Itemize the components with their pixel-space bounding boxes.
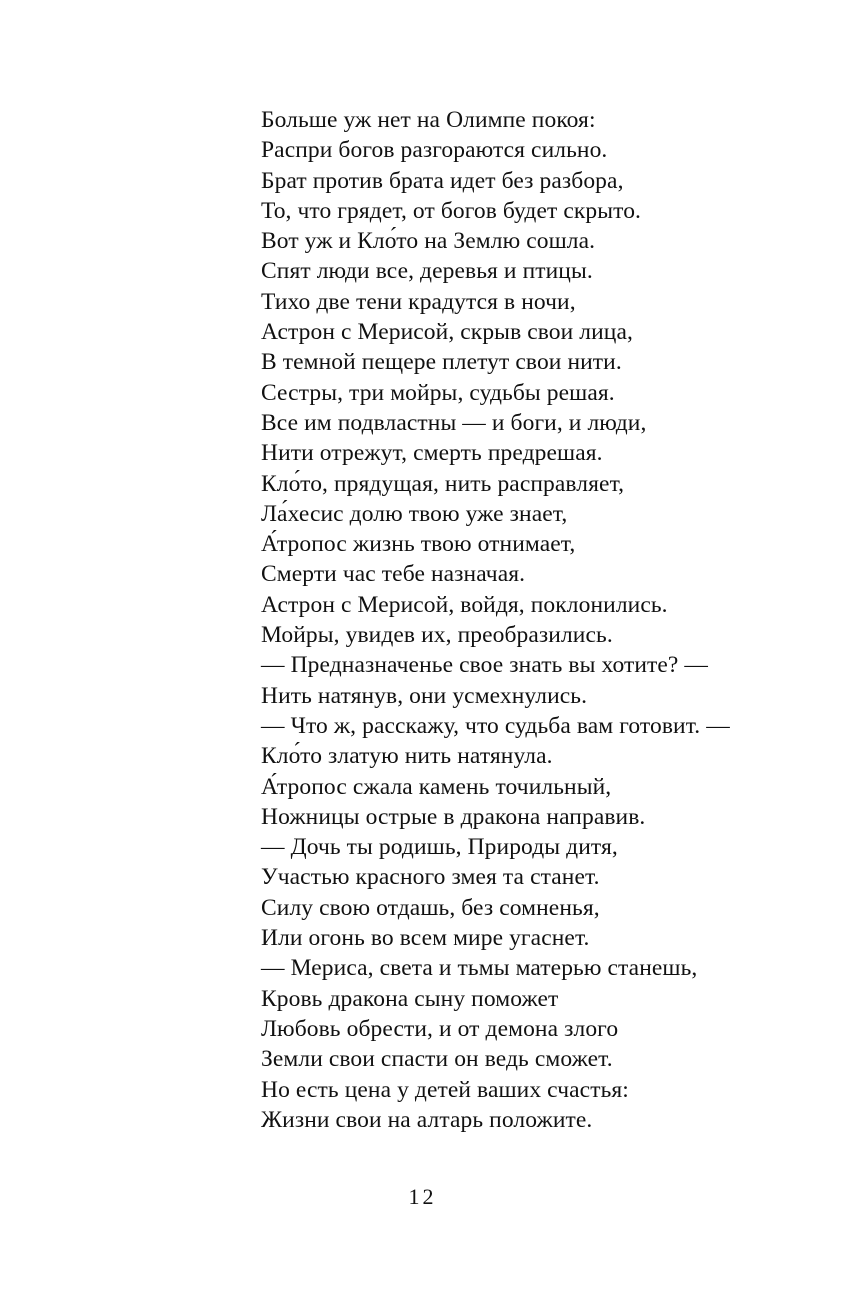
poem-line: — Дочь ты родишь, Природы дитя,: [261, 834, 618, 861]
poem-line: Мойры, увидев их, преобразились.: [261, 622, 613, 649]
poem-line: Тихо две тени крадутся в ночи,: [261, 288, 576, 315]
poem-text: [261, 105, 821, 1135]
poem-line: В темной пещере плетут свои нити.: [261, 349, 622, 376]
poem-line: — Что ж, расскажу, что судьба вам готовит. —: [261, 712, 730, 739]
poem-line: Ла́хесис долю твою уже знает,: [261, 500, 568, 527]
poem-line: Ножницы острые в дракона направив.: [261, 803, 646, 830]
poem-line: Смерти час тебе назначая.: [261, 561, 526, 588]
poem-line: Кло́то златую нить натянула.: [261, 743, 553, 770]
poem-line: Астрон с Мерисой, войдя, поклонились.: [261, 591, 668, 618]
poem-line: — Предназначенье свое знать вы хотите? —: [261, 652, 709, 679]
poem-line: Или огонь во всем мире угаснет.: [261, 925, 590, 952]
poem-line: Кло́то, прядущая, нить расправляет,: [261, 470, 625, 497]
poem-line: Брат против брата идет без разбора,: [261, 167, 624, 194]
poem-line: Участью красного змея та станет.: [261, 864, 600, 891]
poem-line: А́тропос жизнь твою отнимает,: [261, 531, 576, 558]
poem-line: Жизни свои на алтарь положите.: [261, 1106, 593, 1133]
poem-line: А́тропос сжала камень точильный,: [261, 773, 612, 800]
poem-line: Но есть цена у детей ваших счастья:: [261, 1076, 629, 1103]
poem-line: Нить натянув, они усмехнулись.: [261, 682, 588, 709]
poem-line: Кровь дракона сыну поможет: [261, 985, 559, 1012]
poem-line: Распри богов разгораются сильно.: [261, 137, 608, 164]
poem-line: Вот уж и Кло́то на Землю сошла.: [261, 228, 596, 255]
poem-line: — Мериса, света и тьмы матерью станешь,: [261, 955, 698, 982]
poem-line: Больше уж нет на Олимпе покоя:: [261, 107, 596, 133]
poem-line: То, что грядет, от богов будет скрыто.: [261, 197, 642, 224]
page-number: 12: [408, 1184, 437, 1209]
poem-line: Спят люди все, деревья и птицы.: [261, 258, 593, 285]
poem-line: Земли свои спасти он ведь сможет.: [261, 1046, 613, 1073]
poem-line: Сестры, три мойры, судьбы решая.: [261, 379, 615, 406]
poem-line: Астрон с Мерисой, скрыв свои лица,: [261, 319, 633, 346]
poem-line: Все им подвластны — и боги, и люди,: [261, 409, 647, 436]
poem-line: Силу свою отдашь, без сомненья,: [261, 894, 600, 921]
poem-line: Любовь обрести, и от демона злого: [261, 1015, 619, 1042]
poem-line: Нити отрежут, смерть предрешая.: [261, 440, 603, 467]
